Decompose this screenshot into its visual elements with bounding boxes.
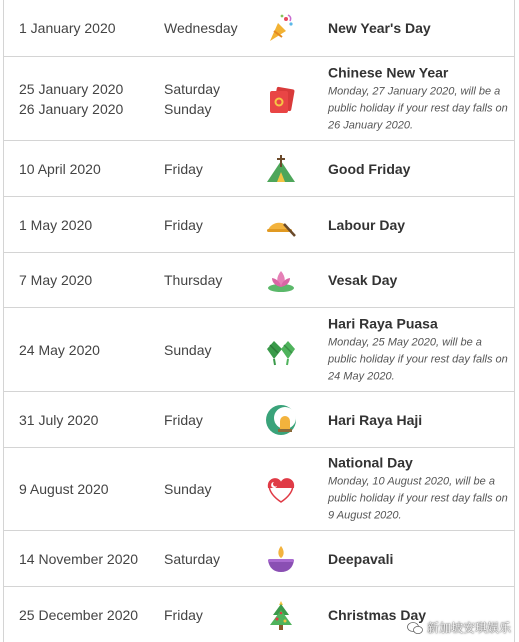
- holiday-note: Monday, 25 May 2020, will be a public holiday if your rest day falls on 24 May 2020.: [328, 336, 508, 382]
- holiday-name: Good Friday: [328, 160, 411, 177]
- christmas-tree-icon: [264, 598, 298, 632]
- holiday-name: Hari Raya Puasa: [328, 315, 438, 331]
- holiday-day: [164, 79, 220, 119]
- crescent-mosque-icon: [264, 403, 298, 437]
- holiday-date-line: 26 January 2020: [19, 100, 124, 117]
- red-packet-icon: [264, 82, 298, 116]
- holiday-row-hari-raya-puasa: [4, 308, 514, 392]
- hard-hat-icon: [264, 208, 298, 242]
- holiday-day: Friday: [164, 606, 203, 623]
- holiday-note: Monday, 10 August 2020, will be a public holiday if your rest day falls on 9 August 2020.: [328, 475, 508, 522]
- wechat-icon: [407, 621, 423, 635]
- holiday-date: [19, 79, 123, 119]
- holiday-date: 1 May 2020: [19, 216, 93, 233]
- holiday-date: 25 December 2020: [19, 606, 139, 623]
- holiday-date: 1 January 2020: [19, 20, 116, 36]
- holiday-day-line: Sunday: [164, 100, 212, 117]
- holiday-date: 10 April 2020: [19, 160, 101, 177]
- holiday-date: 14 November 2020: [19, 550, 139, 567]
- holiday-day-line: Saturday: [164, 80, 221, 97]
- holiday-name: Vesak Day: [328, 272, 398, 288]
- holiday-name: Chinese New Year: [328, 64, 449, 80]
- lotus-icon: [264, 263, 298, 297]
- holiday-row-good-friday: [4, 141, 514, 197]
- holiday-day: Thursday: [164, 272, 223, 288]
- holiday-name: Hari Raya Haji: [328, 411, 423, 428]
- holiday-day: Sunday: [164, 481, 212, 497]
- watermark: [407, 619, 511, 636]
- holiday-name: Christmas Day: [328, 606, 427, 623]
- hill-cross-icon: [264, 152, 298, 186]
- holiday-day: Friday: [164, 160, 203, 177]
- holiday-row-labour-day: [4, 197, 514, 253]
- holiday-day: Sunday: [164, 341, 212, 358]
- holiday-day: Friday: [164, 411, 203, 428]
- holiday-row-national-day: [4, 448, 514, 531]
- holiday-table: [3, 0, 515, 642]
- holiday-row-chinese-new-year: [4, 57, 514, 141]
- holiday-row-new-year: [4, 0, 514, 57]
- holiday-day: Wednesday: [164, 20, 238, 36]
- holiday-date: 24 May 2020: [19, 341, 100, 358]
- singapore-heart-icon: [264, 472, 298, 506]
- holiday-row-hari-raya-haji: [4, 392, 514, 448]
- watermark-text: 新加坡安琪娱乐: [426, 621, 511, 635]
- holiday-name: Labour Day: [328, 216, 406, 233]
- holiday-date: 9 August 2020: [19, 481, 109, 497]
- holiday-day: Friday: [164, 216, 203, 233]
- holiday-name: Deepavali: [328, 550, 394, 567]
- holiday-row-vesak-day: [4, 253, 514, 308]
- holiday-name: New Year's Day: [328, 20, 431, 36]
- holiday-note: Monday, 27 January 2020, will be a public holiday if your rest day falls on 26 January 2020.: [328, 85, 508, 131]
- holiday-day: Saturday: [164, 550, 221, 567]
- holiday-date: 31 July 2020: [19, 411, 99, 428]
- holiday-date-line: 25 January 2020: [19, 80, 124, 97]
- diya-lamp-icon: [264, 542, 298, 576]
- ketupat-icon: [264, 333, 298, 367]
- holiday-name: National Day: [328, 454, 413, 471]
- holiday-row-deepavali: [4, 531, 514, 587]
- holiday-date: 7 May 2020: [19, 272, 93, 288]
- party-popper-icon: [264, 11, 298, 45]
